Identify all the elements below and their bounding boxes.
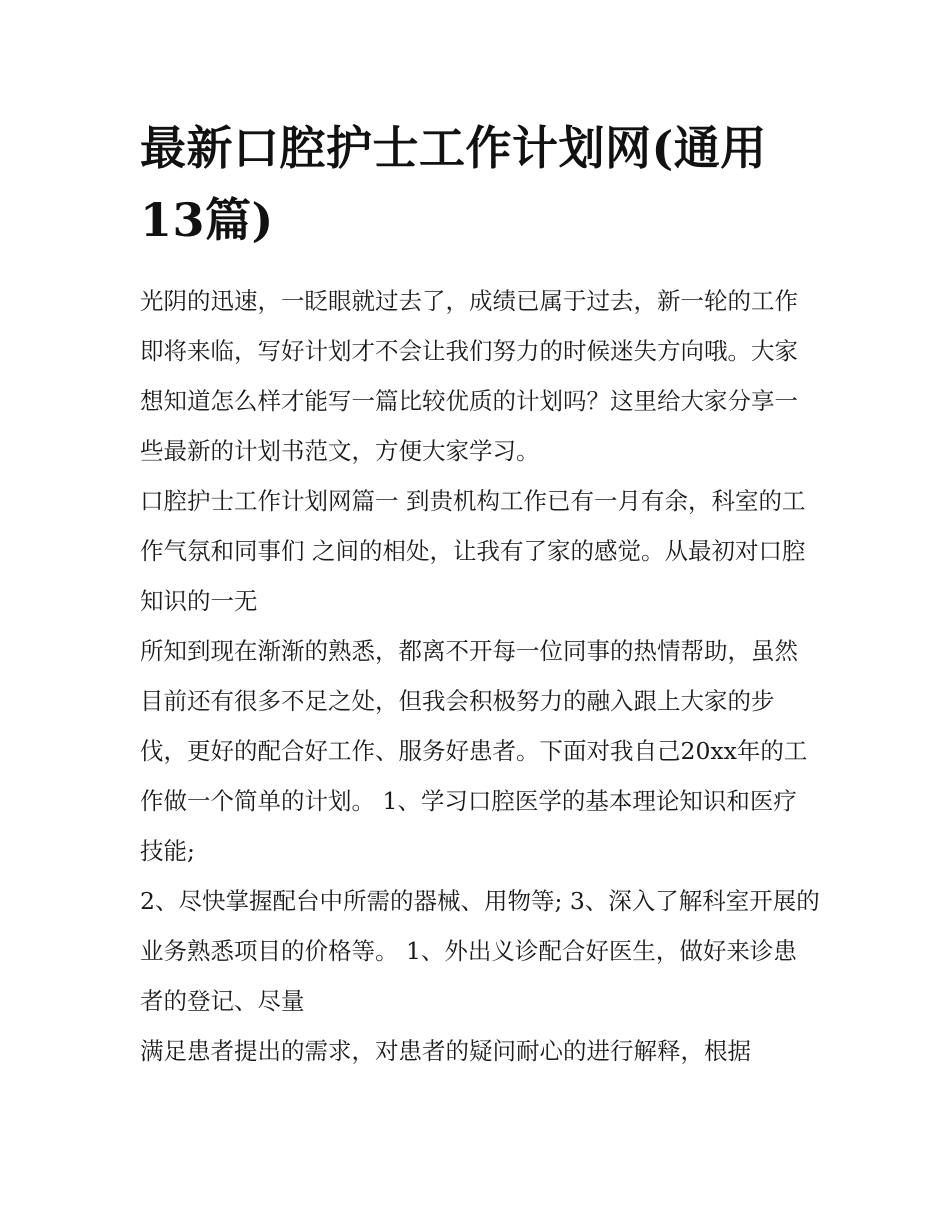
paragraph-progress: 所知到现在渐渐的熟悉，都离不开每一位同事的热情帮助，虽然目前还有很多不足之处，但我会积极努力的融入跟上大家的步伐，更好的配合好工作、服务好患者。下面对我自己20xx年的工作做一个简单的计划。 1、学习口腔医学的基本理论知识和医疗技能; — [140, 637, 808, 865]
paragraph-section-one: 口腔护士工作计划网篇一 到贵机构工作已有一月有余，科室的工作气氛和同事们 之间的相处，让我有了家的感觉。从最初对口腔知识的一无 — [140, 487, 806, 615]
document-body — [140, 112, 820, 1076]
document-title: 最新口腔护士工作计划网(通用13篇) — [140, 121, 767, 247]
paragraph-tasks: 2、尽快掌握配台中所需的器械、用物等; 3、深入了解科室开展的业务熟悉项目的价格等。 1、外出义诊配合好医生，做好来诊患者的登记、尽量 — [140, 887, 820, 1015]
paragraph-patients: 满足患者提出的需求，对患者的疑问耐心的进行解释，根据 — [140, 1037, 751, 1065]
paragraph-intro: 光阴的迅速，一眨眼就过去了，成绩已属于过去，新一轮的工作即将来临，写好计划才不会让我们努力的时候迷失方向哦。大家想知道怎么样才能写一篇比较优质的计划吗？这里给大家分享一些最新的计划书范文，方便大家学习。 — [140, 287, 798, 465]
